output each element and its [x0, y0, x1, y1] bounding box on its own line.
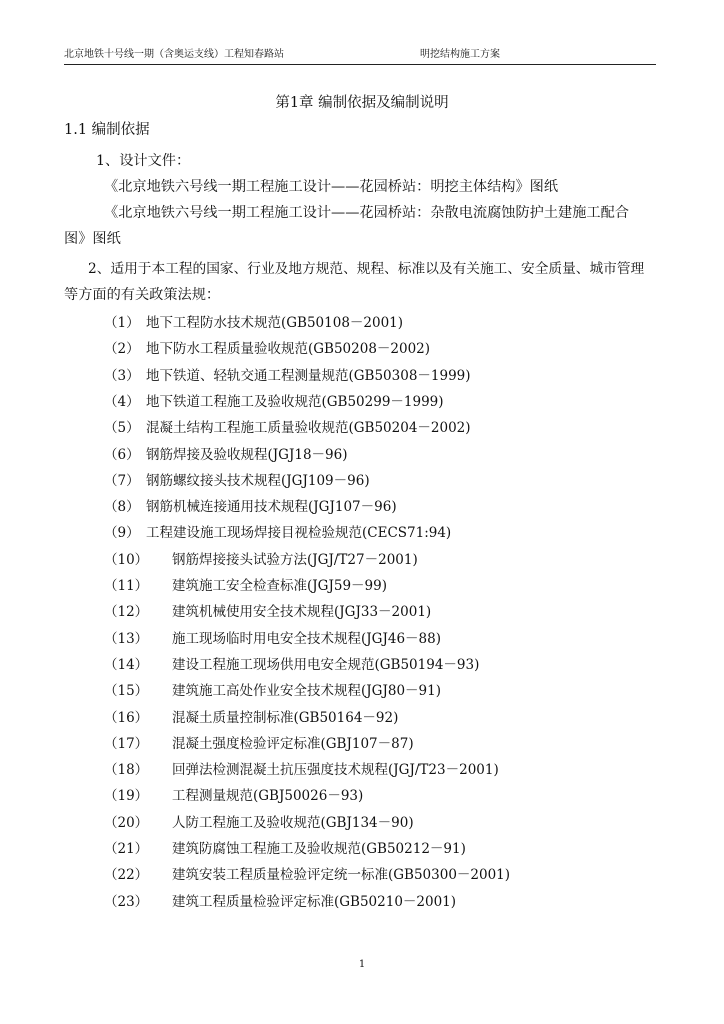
list-item-number: （19） — [104, 788, 149, 804]
list-item-text: 混凝土强度检验评定标准(GBJ107－87) — [172, 736, 414, 752]
list-item-number: （18） — [104, 762, 149, 778]
list-item-text: 钢筋螺纹接头技术规程(JGJ109－96) — [146, 473, 370, 489]
list-item-text: 地下铁道工程施工及验收规范(GB50299－1999) — [146, 394, 444, 410]
list-item-number: （16） — [104, 710, 149, 726]
list-item-number: （14） — [104, 657, 149, 673]
list-item-text: 钢筋焊接接头试验方法(JGJ/T27－2001) — [172, 552, 418, 568]
list-item-text: 施工现场临时用电安全技术规程(JGJ46－88) — [172, 631, 441, 647]
list-item-text: 混凝土质量控制标准(GB50164－92) — [172, 710, 399, 726]
list-item-number: （17） — [104, 736, 149, 752]
list-item-text: 地下铁道、轻轨交通工程测量规范(GB50308－1999) — [146, 368, 471, 384]
page-number: 1 — [358, 959, 366, 970]
page-header — [64, 48, 656, 65]
list-item-number: （3） — [104, 368, 140, 384]
standards-intro-line-2: 等方面的有关政策法规： — [64, 287, 221, 303]
list-item-number: （13） — [104, 631, 149, 647]
standards-intro-line-1: 2、适用于本工程的国家、行业及地方规范、规程、标准以及有关施工、安全质量、城市管理 — [88, 261, 645, 277]
chapter-title: 第1章 编制依据及编制说明 — [275, 95, 449, 111]
list-item-number: （21） — [104, 841, 149, 857]
list-item-number: （15） — [104, 683, 149, 699]
list-item-text: 建筑施工高处作业安全技术规程(JGJ80－91) — [172, 683, 441, 699]
list-item-number: （2） — [104, 341, 140, 357]
design-document-1: 《北京地铁六号线一期工程施工设计——花园桥站：明挖主体结构》图纸 — [104, 179, 559, 195]
list-item-number: （7） — [104, 473, 140, 489]
list-item-text: 人防工程施工及验收规范(GBJ134－90) — [172, 815, 414, 831]
list-item-number: （9） — [104, 525, 140, 541]
list-item-number: （11） — [104, 578, 149, 594]
list-item-text: 钢筋机械连接通用技术规程(JGJ107－96) — [146, 499, 397, 515]
list-item-number: （23） — [104, 894, 149, 910]
list-item-text: 建筑安装工程质量检验评定统一标准(GB50300－2001) — [172, 867, 511, 883]
list-item-text: 工程建设施工现场焊接目视检验规范(CECS71:94) — [146, 525, 452, 541]
list-item-number: （10） — [104, 552, 149, 568]
design-files-heading: 1、设计文件： — [96, 153, 191, 169]
list-item-number: （8） — [104, 499, 140, 515]
section-title: 1.1 编制依据 — [64, 122, 150, 138]
header-document-title: 明挖结构施工方案 — [420, 49, 500, 60]
list-item-text: 建筑防腐蚀工程施工及验收规范(GB50212－91) — [172, 841, 466, 857]
list-item-text: 地下防水工程质量验收规范(GB50208－2002) — [146, 341, 431, 357]
list-item-number: （4） — [104, 394, 140, 410]
list-item-text: 钢筋焊接及验收规程(JGJ18－96) — [146, 447, 348, 463]
list-item-number: （1） — [104, 315, 140, 331]
list-item-text: 建筑工程质量检验评定标准(GB50210－2001) — [172, 894, 457, 910]
list-item-number: （20） — [104, 815, 149, 831]
list-item-number: （22） — [104, 867, 149, 883]
list-item-text: 建设工程施工现场供用电安全规范(GB50194－93) — [172, 657, 480, 673]
list-item-text: 工程测量规范(GBJ50026－93) — [172, 788, 364, 804]
list-item-text: 地下工程防水技术规范(GB50108－2001) — [146, 315, 404, 331]
list-item-number: （12） — [104, 604, 149, 620]
list-item-text: 回弹法检测混凝土抗压强度技术规程(JGJ/T23－2001) — [172, 762, 499, 778]
list-item-text: 建筑机械使用安全技术规程(JGJ33－2001) — [172, 604, 432, 620]
design-document-2-line-2: 图》图纸 — [64, 231, 121, 247]
list-item-text: 建筑施工安全检查标准(JGJ59－99) — [172, 578, 387, 594]
header-project-title: 北京地铁十号线一期（含奥运支线）工程知春路站 — [64, 49, 284, 60]
list-item-number: （5） — [104, 420, 140, 436]
design-document-2-line-1: 《北京地铁六号线一期工程施工设计——花园桥站：杂散电流腐蚀防护土建施工配合 — [104, 205, 629, 221]
list-item-text: 混凝土结构工程施工质量验收规范(GB50204－2002) — [146, 420, 471, 436]
list-item-number: （6） — [104, 447, 140, 463]
